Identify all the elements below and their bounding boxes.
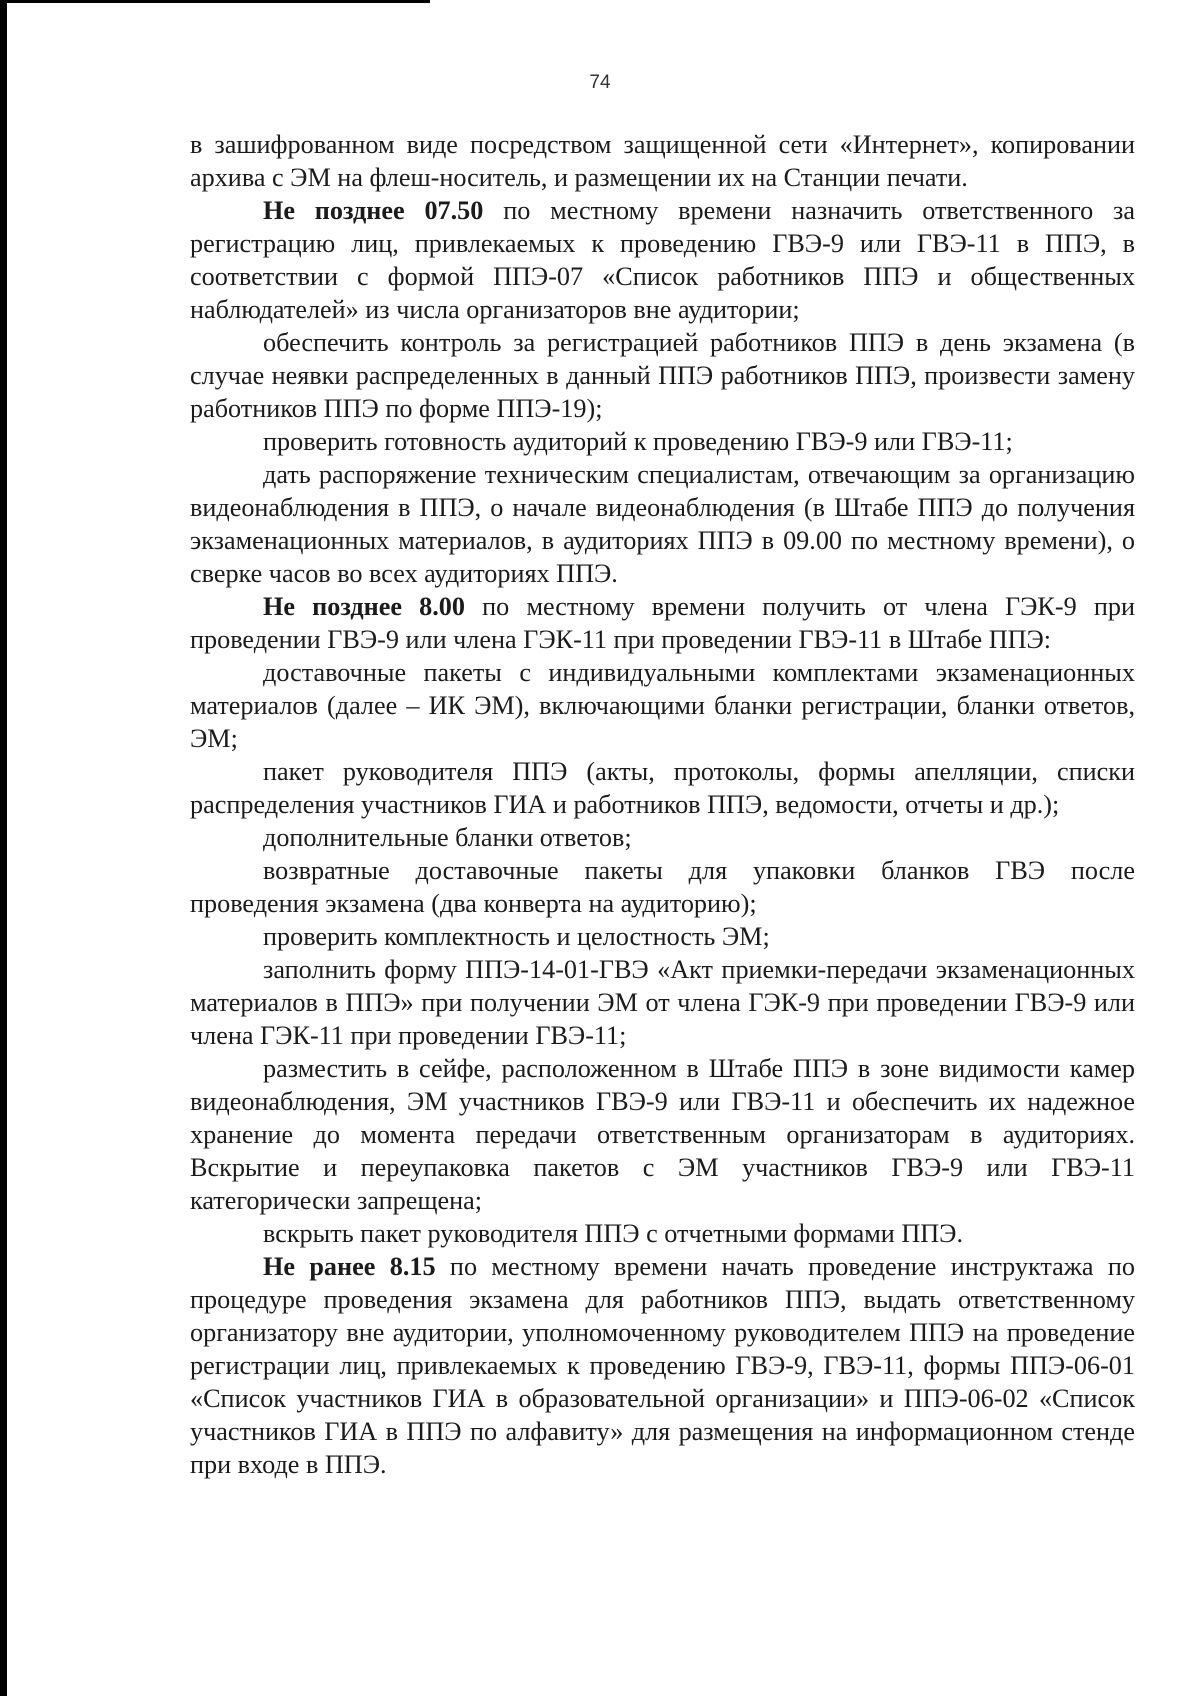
- scan-border-top: [0, 0, 430, 3]
- paragraph: [190, 326, 1135, 425]
- paragraph: [190, 458, 1135, 590]
- paragraph-text: обеспечить контроль за регистрацией работников ППЭ в день экзамена (в случае неявки распределенных в данный ППЭ работников ППЭ, произвести замену работников ППЭ по форме ППЭ-19);: [190, 328, 1135, 423]
- paragraph-text: вскрыть пакет руководителя ППЭ с отчетными формами ППЭ.: [263, 1219, 963, 1248]
- paragraph: [190, 953, 1135, 1052]
- paragraph: [190, 656, 1135, 755]
- paragraph: [190, 425, 1135, 458]
- paragraph-text: по местному времени начать проведение инструктажа по процедуре проведения экзамена для работников ППЭ, выдать ответственному организатору вне аудитории, уполномоченному руководителем ППЭ на проведение регистрации лиц, привлекаемых к проведению ГВЭ-9, ГВЭ-11, формы ППЭ-06-01 «Список участников ГИА в образовательной организации» и ППЭ-06-02 «Список участников ГИА в ППЭ по алфавиту» для размещения на информационном стенде при входе в ППЭ.: [190, 1252, 1135, 1479]
- paragraph-text: по местному времени получить от члена ГЭК-9 при проведении ГВЭ-9 или члена ГЭК-11 при проведении ГВЭ-11 в Штабе ППЭ:: [190, 592, 1135, 654]
- paragraph-text: дать распоряжение техническим специалистам, отвечающим за организацию видеонаблюдения в ППЭ, о начале видеонаблюдения (в Штабе ППЭ до получения экзаменационных материалов, в аудиториях ППЭ в 09.00 по местному времени), о сверке часов во всех аудиториях ППЭ.: [190, 460, 1135, 588]
- paragraph-text: разместить в сейфе, расположенном в Штабе ППЭ в зоне видимости камер видеонаблюдения, ЭМ участников ГВЭ-9 или ГВЭ-11 и обеспечить их надежное хранение до момента передачи ответственным организаторам в аудиториях. Вскрытие и переупаковка пакетов с ЭМ участников ГВЭ-9 или ГВЭ-11 категорически запрещена;: [190, 1054, 1135, 1215]
- document-body: [190, 128, 1135, 1481]
- paragraph: [190, 128, 1135, 194]
- paragraph: [190, 821, 1135, 854]
- scan-border-left: [0, 0, 7, 1696]
- paragraph-text: в зашифрованном виде посредством защищенной сети «Интернет», копировании архива с ЭМ на флеш-носитель, и размещении их на Станции печати.: [190, 130, 1135, 192]
- paragraph-text: проверить комплектность и целостность ЭМ;: [263, 922, 770, 951]
- paragraph-text: заполнить форму ППЭ-14-01-ГВЭ «Акт приемки-передачи экзаменационных материалов в ППЭ» при получении ЭМ от члена ГЭК-9 при проведении ГВЭ-9 или члена ГЭК-11 при проведении ГВЭ-11;: [190, 955, 1135, 1050]
- paragraph-text: проверить готовность аудиторий к проведению ГВЭ-9 или ГВЭ-11;: [263, 427, 1013, 456]
- paragraph-text: по местному времени назначить ответственного за регистрацию лиц, привлекаемых к проведению ГВЭ-9 или ГВЭ-11 в ППЭ, в соответствии с формой ППЭ-07 «Список работников ППЭ и общественных наблюдателей» из числа организаторов вне аудитории;: [190, 196, 1135, 324]
- paragraph: [190, 1250, 1135, 1481]
- paragraph-deadline: Не позднее 07.50: [263, 196, 484, 225]
- paragraph-text: возвратные доставочные пакеты для упаковки бланков ГВЭ после проведения экзамена (два конверта на аудиторию);: [190, 856, 1135, 918]
- paragraph-deadline: Не позднее 8.00: [263, 592, 465, 621]
- paragraph: [190, 920, 1135, 953]
- page-number: 74: [589, 72, 611, 93]
- paragraph-text: пакет руководителя ППЭ (акты, протоколы, формы апелляции, списки распределения участников ГИА и работников ППЭ, ведомости, отчеты и др.);: [190, 757, 1135, 819]
- paragraph-deadline: Не ранее 8.15: [263, 1252, 436, 1281]
- paragraph-text: доставочные пакеты с индивидуальными комплектами экзаменационных материалов (далее – ИК ЭМ), включающими бланки регистрации, бланки ответов, ЭМ;: [190, 658, 1135, 753]
- paragraph: [190, 194, 1135, 326]
- paragraph: [190, 755, 1135, 821]
- paragraph: [190, 854, 1135, 920]
- paragraph-text: дополнительные бланки ответов;: [263, 823, 632, 852]
- paragraph: [190, 1217, 1135, 1250]
- paragraph: [190, 590, 1135, 656]
- paragraph: [190, 1052, 1135, 1217]
